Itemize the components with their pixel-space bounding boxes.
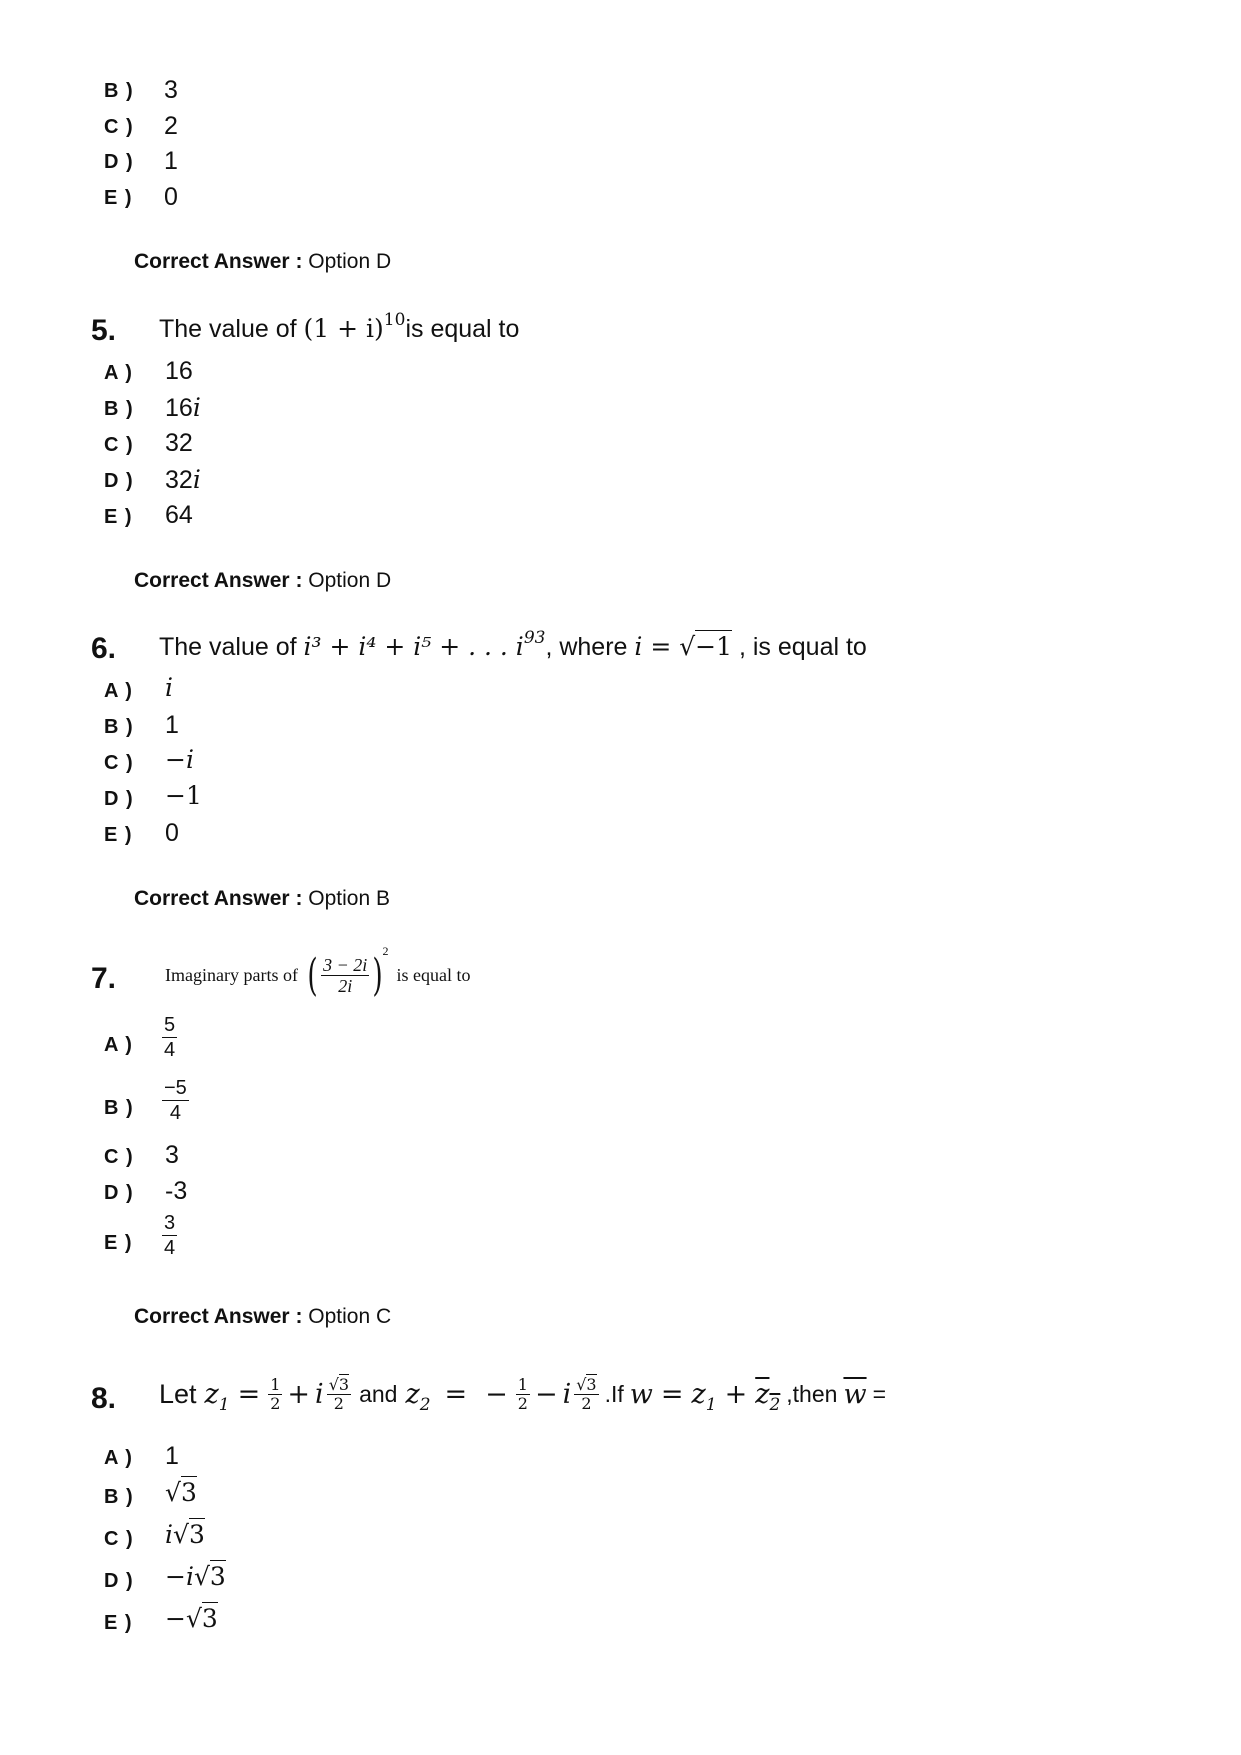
option-text: i (165, 673, 173, 702)
option-text: 32i (165, 465, 201, 494)
answer-value: Option B (308, 887, 390, 910)
option-text: −i (165, 745, 194, 774)
option-text: 2 (164, 112, 178, 140)
answer-label: Correct Answer : (134, 887, 303, 910)
option-label: C ) (104, 752, 134, 774)
option-label: C ) (104, 1528, 134, 1550)
option-text: 3 (164, 76, 178, 104)
option-label: E ) (104, 187, 133, 209)
question-text: Let $z_1$ = $\frac{1}{2}$ + i $\frac{√3}{2}$ and $z_2$ = − $\frac{1}{2}$ − i $\frac{√3}{2}$ .If w = $z_1$ + $z_2$ ,then $\overline{w}$ = (159, 1374, 886, 1415)
option-text: 0 (165, 819, 179, 847)
option-label: B ) (104, 1486, 134, 1508)
option-text: 3 (165, 1141, 179, 1169)
square-root: √−1 (679, 632, 733, 661)
correct-answer (134, 250, 391, 274)
option-label: D ) (104, 788, 134, 810)
question-text: Imaginary parts of ( $\frac{3 - 2i}{2i}$ ) 2 is equal to (165, 943, 471, 1001)
option-text: 0 (164, 183, 178, 211)
question-number: 6. (91, 632, 117, 665)
option-label: A ) (104, 680, 133, 702)
option-label: D ) (104, 151, 134, 173)
question-number: 7. (91, 962, 117, 995)
option-label: E ) (104, 824, 133, 846)
option-text: √3 (165, 1478, 197, 1507)
question-text: The value of $(1 + i)^{10}is$ equal to (159, 310, 520, 343)
question-text: The value of i³ + i⁴ + i⁵ + . . . $i^{93}$, where i = √−1 , is equal to (159, 628, 867, 661)
question-number: 5. (91, 314, 117, 347)
option-text: 32 (165, 429, 193, 457)
answer-label: Correct Answer : (134, 569, 303, 592)
answer-value: Option D (308, 250, 392, 273)
math-expression: i³ + i⁴ + i⁵ + . . . $i^{93}$ (303, 628, 546, 661)
option-text: 1 (164, 147, 178, 175)
option-label: A ) (104, 362, 133, 384)
option-label: B ) (104, 1097, 134, 1119)
option-text: −√3 (165, 1604, 218, 1633)
option-label: C ) (104, 116, 134, 138)
option-fraction: 3 4 (164, 1212, 176, 1259)
answer-label: Correct Answer : (134, 250, 303, 273)
option-label: E ) (104, 506, 133, 528)
option-text: 1 (165, 711, 179, 739)
option-text: 64 (165, 501, 193, 529)
option-label: D ) (104, 1570, 134, 1592)
answer-label: Correct Answer : (134, 1305, 303, 1328)
option-label: A ) (104, 1447, 133, 1469)
option-label: D ) (104, 470, 134, 492)
correct-answer (134, 887, 390, 911)
option-text: -3 (165, 1177, 188, 1205)
option-label: C ) (104, 1146, 134, 1168)
option-text: 16i (165, 393, 201, 422)
option-label: A ) (104, 1034, 133, 1056)
math-expression: $(1 + i)^{10}$ (303, 310, 406, 343)
option-label: B ) (104, 80, 134, 102)
math-expression: ( $\frac{3 - 2i}{2i}$ ) 2 (307, 943, 389, 1001)
option-label: E ) (104, 1232, 133, 1254)
option-label: B ) (104, 398, 134, 420)
option-fraction: 5 4 (164, 1014, 176, 1061)
option-label: E ) (104, 1612, 133, 1634)
option-text: i√3 (165, 1520, 205, 1549)
answer-value: Option C (308, 1305, 392, 1328)
option-fraction: −5 4 (164, 1077, 187, 1124)
option-text: 16 (165, 357, 193, 385)
option-label: B ) (104, 716, 134, 738)
option-text: −1 (165, 781, 202, 810)
correct-answer (134, 569, 391, 593)
question-number: 8. (91, 1382, 117, 1415)
option-text: 1 (165, 1442, 179, 1470)
option-label: D ) (104, 1182, 134, 1204)
answer-value: Option D (308, 569, 392, 592)
option-label: C ) (104, 434, 134, 456)
correct-answer (134, 1305, 391, 1329)
option-text: −i√3 (165, 1562, 226, 1591)
